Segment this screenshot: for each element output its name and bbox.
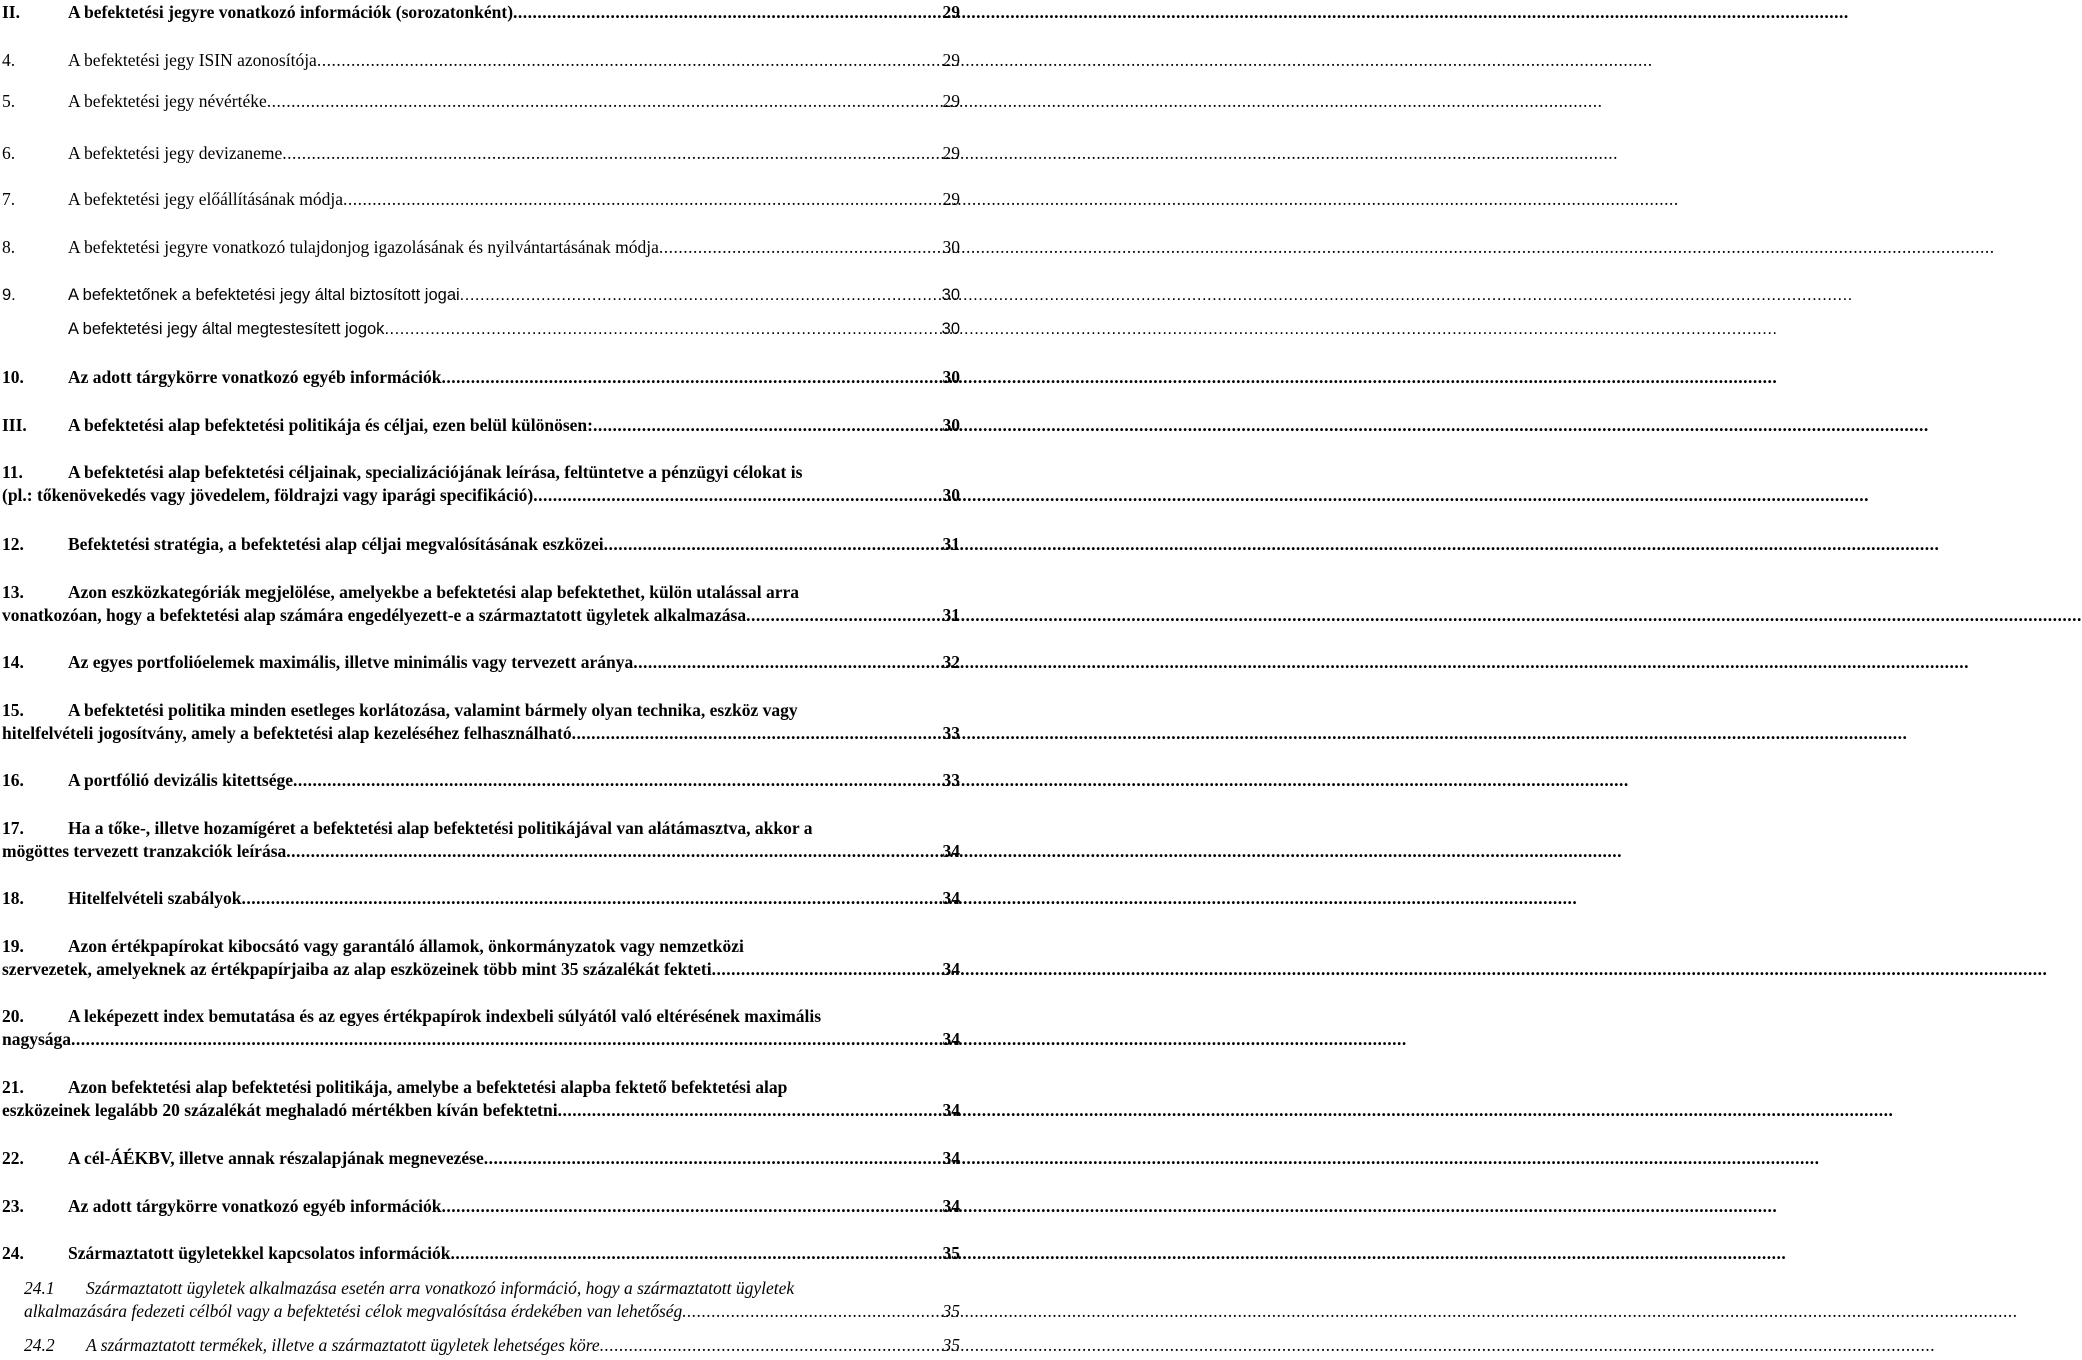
toc-entry[interactable] [2, 699, 960, 745]
toc-entry[interactable] [2, 1005, 960, 1051]
toc-entry[interactable] [2, 188, 960, 211]
toc-page-number: 35 [942, 1335, 960, 1355]
toc-number: III. [2, 415, 27, 435]
toc-title: eszközeinek legalább 20 százalékát meghaladó mértékben kíván befektetni [2, 1100, 558, 1120]
dot-leader [593, 414, 937, 437]
toc-title: Az adott tárgykörre vonatkozó egyéb információk [68, 367, 442, 387]
toc-number: 15. [2, 700, 24, 720]
toc-title: hitelfelvételi jogosítvány, amely a befektetési alap kezeléséhez felhasználható [2, 723, 572, 743]
toc-entry[interactable] [2, 236, 960, 259]
dot-leader [282, 142, 937, 165]
toc-page-number: 35 [942, 1243, 960, 1263]
toc-number: 16. [2, 770, 24, 790]
toc-title: mögöttes tervezett tranzakciók leírása [2, 841, 287, 861]
toc-number: 11. [2, 462, 23, 482]
toc-page-number: 30 [942, 415, 960, 435]
toc-title: Származtatott ügyletekkel kapcsolatos információk [68, 1243, 451, 1263]
toc-number: 9. [2, 286, 16, 304]
toc-page-number: 29 [942, 143, 960, 163]
dot-leader [484, 1147, 937, 1170]
toc-entry[interactable] [2, 142, 960, 165]
toc-title: A befektetési jegy névértéke [68, 91, 267, 111]
toc-number: 22. [2, 1148, 24, 1168]
toc-page-number: 34 [942, 1100, 960, 1120]
toc-title: A befektetési jegy ISIN azonosítója [68, 50, 317, 70]
toc-entry[interactable] [2, 366, 960, 389]
toc-title-line1: A leképezett index bemutatása és az egyes értékpapírok indexbeli súlyától való eltérésének maximális [68, 1006, 822, 1026]
toc-page-number: 31 [942, 534, 960, 554]
toc-number: 24. [2, 1243, 24, 1263]
toc-title: A befektetési jegyre vonatkozó tulajdonjog igazolásának és nyilvántartásának módja [68, 237, 659, 257]
toc-title: Hitelfelvételi szabályok [68, 888, 242, 908]
toc-entry[interactable] [2, 1076, 960, 1122]
dot-leader [460, 284, 937, 307]
toc-title: A befektetőnek a befektetési jegy által biztosított jogai [68, 286, 460, 304]
toc-title: Befektetési stratégia, a befektetési alap céljai megvalósításának eszközei [68, 534, 604, 554]
toc-title: alkalmazására fedezeti célból vagy a befektetési célok megvalósítása érdekében van lehetőség [24, 1301, 683, 1321]
toc-number: 12. [2, 534, 24, 554]
dot-leader [71, 1028, 937, 1051]
dot-leader [633, 651, 937, 674]
dot-leader [513, 1, 937, 24]
dot-leader [682, 1300, 937, 1323]
toc-page-number: 29 [942, 91, 960, 111]
toc-entry[interactable] [2, 414, 960, 437]
dot-leader [600, 1334, 937, 1357]
toc-title: A befektetési jegyre vonatkozó információk (sorozatonként) [68, 2, 514, 22]
toc-entry[interactable] [2, 1242, 960, 1265]
dot-leader [293, 769, 937, 792]
toc-entry[interactable] [2, 533, 960, 556]
dot-leader [533, 484, 937, 507]
toc-entry[interactable] [2, 1147, 960, 1170]
dot-leader [267, 90, 937, 113]
toc-page-number: 30 [942, 367, 960, 387]
toc-entry[interactable] [2, 318, 960, 341]
toc-page-number: 29 [942, 2, 960, 22]
toc-entry[interactable] [2, 90, 960, 113]
toc-entry[interactable] [2, 581, 960, 627]
toc-page-number: 33 [942, 723, 960, 743]
toc-entry[interactable] [2, 769, 960, 792]
toc-number: 23. [2, 1196, 24, 1216]
dot-leader [343, 188, 937, 211]
toc-entry[interactable] [2, 887, 960, 910]
toc-page-number: 33 [942, 770, 960, 790]
toc-title: A portfólió devizális kitettsége [68, 770, 294, 790]
toc-title-line1: Azon befektetési alap befektetési politikája, amelybe a befektetési alapba fektető befektetési alap [68, 1077, 788, 1097]
toc-number: 7. [2, 189, 16, 209]
toc-page-number: 32 [942, 652, 960, 672]
toc-entry[interactable] [2, 935, 960, 981]
toc-title: A származtatott termékek, illetve a származtatott ügyletek lehetséges köre [86, 1335, 600, 1355]
toc-page-number: 29 [942, 50, 960, 70]
toc-entry[interactable] [2, 1277, 960, 1323]
toc-number: 21. [2, 1077, 24, 1097]
dot-leader [441, 1195, 937, 1218]
dot-leader [242, 887, 937, 910]
toc-title-line1: A befektetési politika minden esetleges korlátozása, valamint bármely olyan technika, eszköz vagy [68, 700, 798, 720]
toc-entry[interactable] [2, 461, 960, 507]
toc-entry[interactable] [2, 651, 960, 674]
toc-entry[interactable] [2, 1334, 960, 1357]
toc-number: 24.1 [24, 1278, 55, 1298]
toc-number: 6. [2, 143, 16, 163]
toc-title-line1: Azon értékpapírokat kibocsátó vagy garantáló államok, önkormányzatok vagy nemzetközi [68, 936, 744, 956]
dot-leader [317, 49, 937, 72]
toc-title: A befektetési jegy előállításának módja [68, 189, 344, 209]
toc-title: Az egyes portfolióelemek maximális, illetve minimális vagy tervezett aránya [68, 652, 634, 672]
dot-leader [572, 722, 937, 745]
dot-leader [712, 958, 937, 981]
toc-number: 24.2 [24, 1335, 55, 1355]
toc-title: szervezetek, amelyeknek az értékpapírjaiba az alap eszközeinek több mint 35 százalékát fekteti [2, 959, 712, 979]
toc-title: A befektetési jegy devizaneme [68, 143, 283, 163]
dot-leader [286, 840, 937, 863]
toc-title: nagysága [2, 1029, 72, 1049]
toc-number: 8. [2, 237, 16, 257]
toc-title: A befektetési alap befektetési politikája és céljai, ezen belül különösen: [68, 415, 593, 435]
toc-number: 5. [2, 91, 16, 111]
toc-page-number: 34 [942, 1148, 960, 1168]
toc-number: 14. [2, 652, 24, 672]
toc-page-number: 30 [942, 237, 960, 257]
toc-title-line1: Származtatott ügyletek alkalmazása esetén arra vonatkozó információ, hogy a származtatott ügyletek [86, 1278, 795, 1298]
toc-title: (pl.: tőkenövekedés vagy jövedelem, földrajzi vagy iparági specifikáció) [2, 485, 534, 505]
dot-leader [451, 1242, 937, 1265]
dot-leader [659, 236, 937, 259]
toc-page-number: 30 [942, 485, 960, 505]
dot-leader [746, 604, 937, 627]
toc-title-line1: Azon eszközkategóriák megjelölése, amelyekbe a befektetési alap befektethet, külön utalással arra [68, 582, 800, 602]
toc-number: II. [2, 2, 20, 22]
toc-page-number: 34 [942, 1196, 960, 1216]
toc-entry[interactable] [2, 1195, 960, 1218]
dot-leader [384, 318, 937, 341]
toc-page-number: 30 [941, 320, 960, 338]
toc-page-number: 34 [942, 888, 960, 908]
toc-number: 10. [2, 367, 24, 387]
toc-title: A cél-ÁÉKBV, illetve annak részalapjának megnevezése [68, 1148, 484, 1168]
toc-title: Az adott tárgykörre vonatkozó egyéb információk [68, 1196, 442, 1216]
toc-entry[interactable] [2, 1, 960, 24]
toc-page-number: 34 [942, 841, 960, 861]
toc-page-number: 29 [942, 189, 960, 209]
toc-title: vonatkozóan, hogy a befektetési alap számára engedélyezett-e a származtatott ügyletek alkalmazása [2, 605, 747, 625]
toc-number: 18. [2, 888, 24, 908]
dot-leader [441, 366, 937, 389]
toc-page-number: 35 [942, 1301, 960, 1321]
toc-number: 13. [2, 582, 24, 602]
toc-page-number: 30 [941, 286, 960, 304]
toc-entry[interactable] [2, 817, 960, 863]
toc-entry[interactable] [2, 284, 960, 307]
toc-number: 19. [2, 936, 24, 956]
dot-leader [604, 533, 937, 556]
toc-title-line1: Ha a tőke-, illetve hozamígéret a befektetési alap befektetési politikájával van alátámasztva, akkor a [68, 818, 813, 838]
toc-number: 4. [2, 50, 16, 70]
toc-page-number: 34 [942, 1029, 960, 1049]
toc-number: 20. [2, 1006, 24, 1026]
toc-number: 17. [2, 818, 24, 838]
toc-title-line1: A befektetési alap befektetési céljainak, specializációjának leírása, feltüntetve a pénzügyi célokat is [68, 462, 803, 482]
dot-leader [558, 1099, 937, 1122]
toc-page-number: 31 [942, 605, 960, 625]
toc-page-number: 34 [942, 959, 960, 979]
toc-title: A befektetési jegy által megtestesített jogok [68, 320, 385, 338]
toc-entry[interactable] [2, 49, 960, 72]
